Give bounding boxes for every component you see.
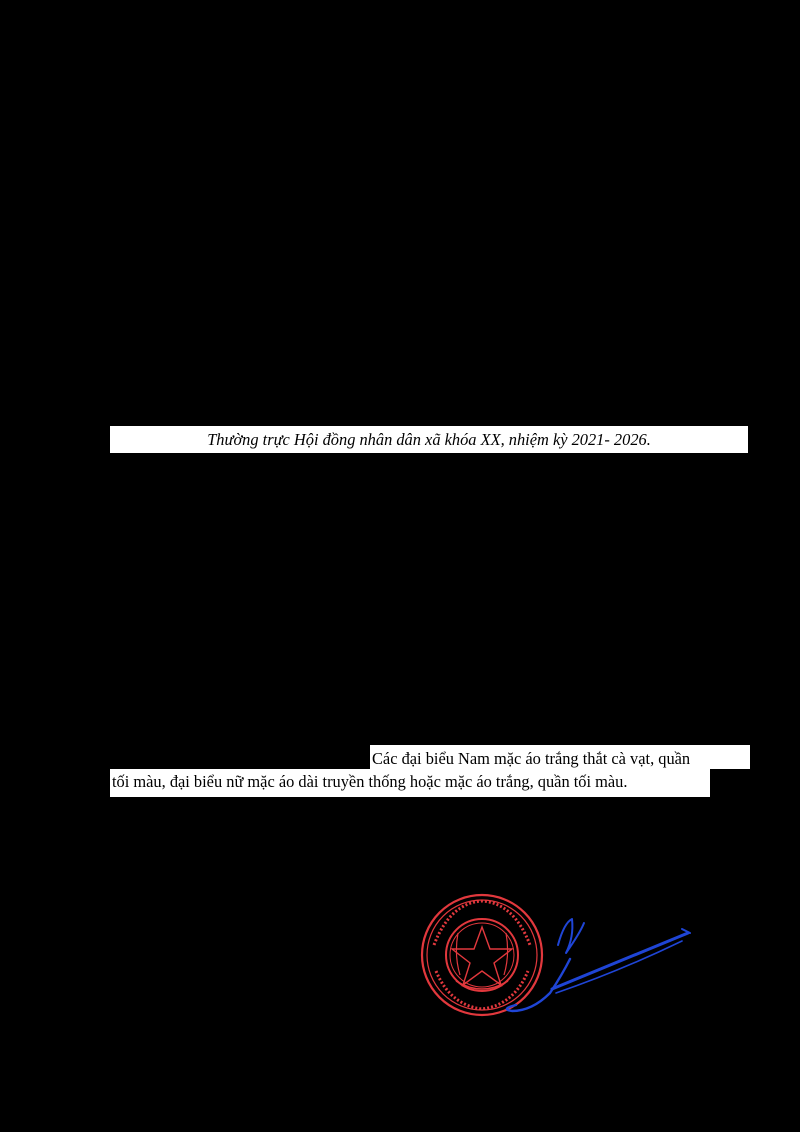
- seal-and-signature: [420, 893, 700, 1023]
- seal-image: [420, 893, 700, 1023]
- dress-code-line-1: Các đại biểu Nam mặc áo trắng thắt cà vạt, quần: [370, 745, 750, 769]
- signature: [507, 919, 690, 1011]
- dress-code-line-2: tối màu, đại biểu nữ mặc áo dài truyền thống hoặc mặc áo trắng, quần tối màu.: [110, 769, 710, 797]
- official-seal-stamp: [422, 895, 542, 1015]
- italic-text-line: Thường trực Hội đồng nhân dân xã khóa XX, nhiệm kỳ 2021- 2026.: [110, 426, 748, 453]
